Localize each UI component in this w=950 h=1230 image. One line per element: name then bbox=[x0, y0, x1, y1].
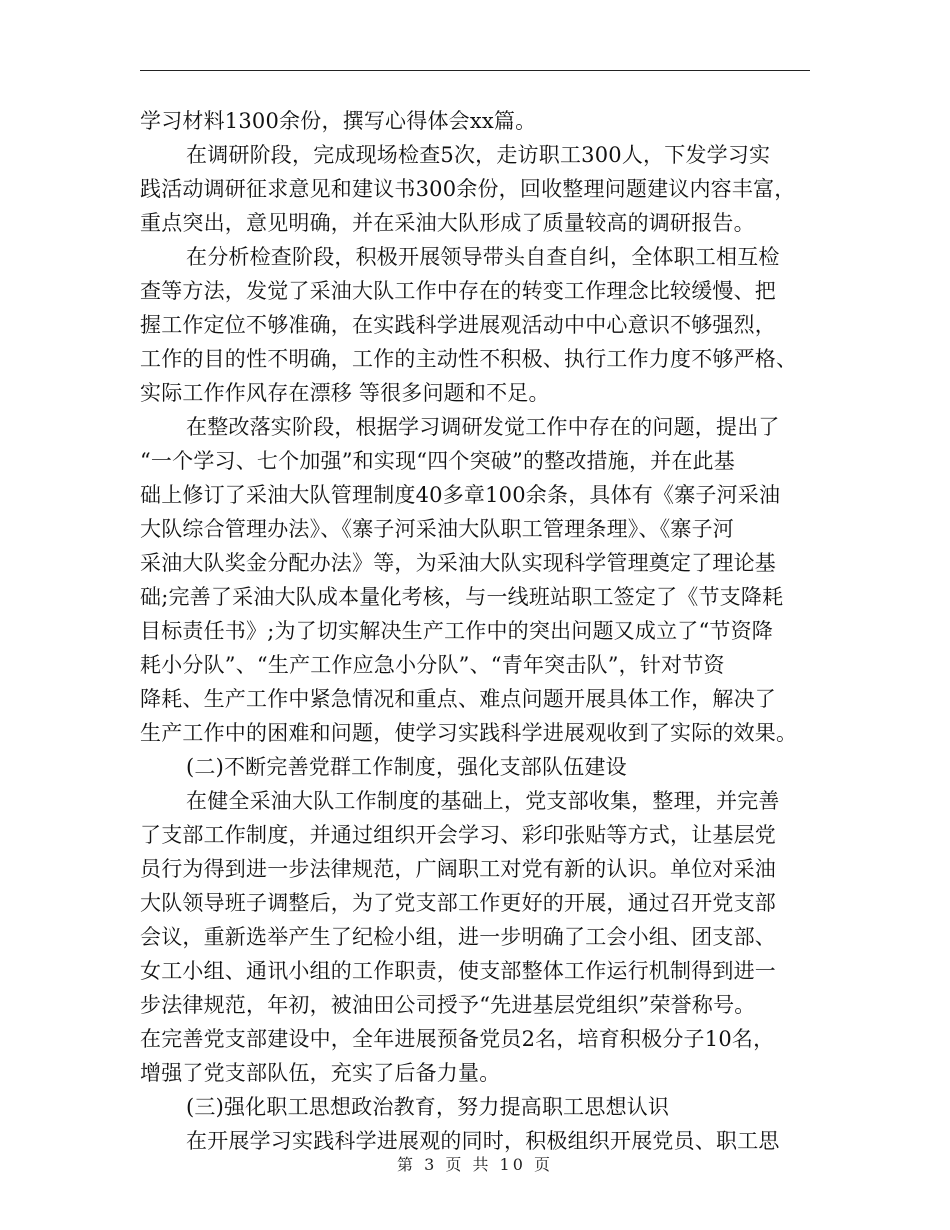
text-line: 践活动调研征求意见和建议书300余份，回收整理问题建议内容丰富， bbox=[140, 177, 796, 201]
text-line: 步法律规范，年初，被油田公司授予“先进基层党组织”荣誉称号。 bbox=[140, 993, 756, 1017]
text-line: 员行为得到进一步法律规范，广阔职工对党有新的认识。单位对采油 bbox=[140, 857, 776, 881]
page-footer: 第 3 页 共 10 页 bbox=[397, 1155, 553, 1174]
text-line: 在完善党支部建设中，全年进展预备党员2名，培育积极分子10名， bbox=[140, 1027, 775, 1051]
text-line: 实际工作作风存在漂移 等很多问题和不足。 bbox=[140, 381, 550, 405]
text-line: 在健全采油大队工作制度的基础上，党支部收集，整理，并完善 bbox=[186, 789, 780, 813]
text-line: 工作的目的性不明确，工作的主动性不积极、执行工作力度不够严格、 bbox=[140, 347, 798, 371]
text-line: 在整改落实阶段，根据学习调研发觉工作中存在的问题，提出了 bbox=[186, 415, 780, 439]
text-line: 础上修订了采油大队管理制度40多章100余条，具体有《寨子河采油 bbox=[140, 483, 781, 507]
text-line: 重点突出，意见明确，并在采油大队形成了质量较高的调研报告。 bbox=[140, 211, 755, 235]
text-line: 大队综合管理办法》、《寨子河采油大队职工管理条理》、《寨子河 bbox=[140, 517, 734, 541]
text-line: 在分析检查阶段，积极开展领导带头自查自纠，全体职工相互检 bbox=[186, 245, 780, 269]
text-line: 降耗、生产工作中紧急情况和重点、难点问题开展具体工作，解决了 bbox=[140, 687, 776, 711]
text-line: 在开展学习实践科学进展观的同时，积极组织开展党员、职工思 bbox=[186, 1129, 780, 1153]
header-rule bbox=[140, 70, 810, 71]
text-line: (二)不断完善党群工作制度，强化支部队伍建设 bbox=[186, 755, 627, 779]
text-line: 耗小分队”、“生产工作应急小分队”、“青年突击队”，针对节资 bbox=[140, 653, 725, 677]
text-line: 握工作定位不够准确，在实践科学进展观活动中中心意识不够强烈， bbox=[140, 313, 776, 337]
text-line: 学习材料1300余份，撰写心得体会xx篇。 bbox=[140, 109, 537, 133]
text-line: 目标责任书》;为了切实解决生产工作中的突出问题又成立了“节资降 bbox=[140, 619, 774, 643]
text-line: 生产工作中的困难和问题，使学习实践科学进展观收到了实际的效果。 bbox=[140, 721, 798, 745]
document-body bbox=[140, 104, 810, 1158]
text-line: 女工小组、通讯小组的工作职责，使支部整体工作运行机制得到进一 bbox=[140, 959, 776, 983]
text-line: 查等方法，发觉了采油大队工作中存在的转变工作理念比较缓慢、把 bbox=[140, 279, 776, 303]
text-line: 了支部工作制度，并通过组织开会学习、彩印张贴等方式，让基层党 bbox=[140, 823, 776, 847]
text-line: 大队领导班子调整后，为了党支部工作更好的开展，通过召开党支部 bbox=[140, 891, 776, 915]
text-line: 增强了党支部队伍，充实了后备力量。 bbox=[140, 1061, 501, 1085]
text-line: 础;完善了采油大队成本量化考核，与一线班站职工签定了《节支降耗 bbox=[140, 585, 784, 609]
text-line: 采油大队奖金分配办法》等，为采油大队实现科学管理奠定了理论基 bbox=[140, 551, 776, 575]
text-line: 在调研阶段，完成现场检查5次，走访职工300人，下发学习实 bbox=[186, 143, 771, 167]
text-line: 会议，重新选举产生了纪检小组，进一步明确了工会小组、团支部、 bbox=[140, 925, 776, 949]
text-line: (三)强化职工思想政治教育，努力提高职工思想认识 bbox=[186, 1095, 670, 1119]
text-line: “一个学习、七个加强”和实现“四个突破”的整改措施，并在此基 bbox=[140, 449, 735, 473]
